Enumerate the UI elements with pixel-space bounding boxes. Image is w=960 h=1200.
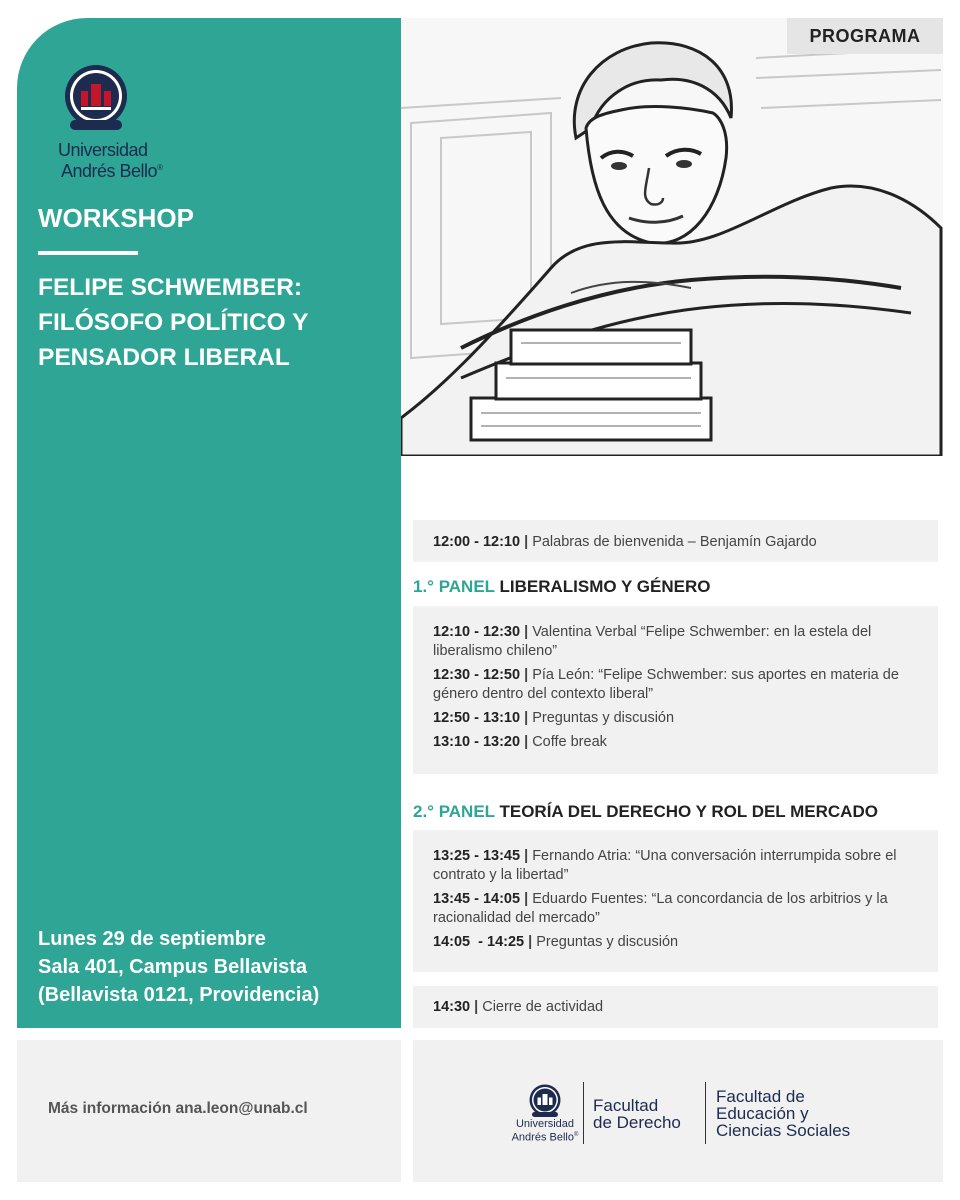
- panel-title: LIBERALISMO Y GÉNERO: [499, 577, 711, 596]
- schedule-row: 12:30 - 12:50 | Pía León: “Felipe Schwember: sus aportes en materia de género dentro del contexto liberal”: [433, 667, 899, 702]
- university-name-line2: Andrés Bello®: [61, 161, 163, 181]
- schedule-time: 13:25 - 13:45: [433, 848, 521, 864]
- faculty-educacion: [716, 1088, 850, 1139]
- schedule-text: Preguntas y discusión: [532, 710, 675, 726]
- panel2-heading: [413, 802, 878, 822]
- title-line: FILÓSOFO POLÍTICO Y: [38, 309, 309, 336]
- panel1-heading: [413, 577, 710, 597]
- event-room: Sala 401, Campus Bellavista: [38, 956, 308, 978]
- schedule-text: Coffe break: [532, 734, 607, 750]
- info-label: Más información: [48, 1100, 172, 1117]
- faculty-line: Educación y: [716, 1104, 809, 1123]
- panel2-box: [413, 830, 938, 972]
- schedule-text: Cierre de actividad: [482, 999, 604, 1015]
- schedule-time: 12:10 - 12:30: [433, 624, 521, 640]
- schedule-text: Fernando Atria: “Una conversación interrumpida sobre el contrato y la libertad”: [433, 848, 897, 883]
- schedule-text: Valentina Verbal “Felipe Schwember: en la estela del liberalismo chileno”: [433, 624, 872, 659]
- event-address: (Bellavista 0121, Providencia): [38, 984, 320, 1006]
- faculty-line: Facultad de: [716, 1087, 805, 1106]
- programa-label: PROGRAMA: [787, 18, 943, 54]
- closing-box: [413, 986, 938, 1028]
- schedule-time: 13:45 - 14:05: [433, 891, 521, 907]
- university-crest-icon: [62, 62, 130, 134]
- event-date: Lunes 29 de septiembre: [38, 928, 266, 950]
- portrait-sketch-illustration: [401, 18, 943, 456]
- university-crest-icon: [527, 1083, 563, 1119]
- footer-university-line2: Andrés Bello®: [511, 1131, 579, 1144]
- university-logo: [58, 62, 172, 181]
- title-line: FELIPE SCHWEMBER:: [38, 274, 303, 301]
- schedule-row: 12:00 - 12:10 | Palabras de bienvenida – Benjamín Gajardo: [433, 534, 817, 550]
- footer-divider: [583, 1082, 584, 1144]
- title-line: PENSADOR LIBERAL: [38, 344, 290, 371]
- welcome-box: [413, 520, 938, 562]
- schedule-row: 13:45 - 14:05 | Eduardo Fuentes: “La concordancia de los arbitrios y la racionalidad del mercado”: [433, 891, 888, 926]
- panel1-box: [413, 606, 938, 774]
- schedule-text: Pía León: “Felipe Schwember: sus aportes en materia de género dentro del contexto liberal”: [433, 667, 899, 702]
- registered-mark: ®: [573, 1132, 579, 1138]
- schedule-time: 13:10 - 13:20: [433, 734, 521, 750]
- event-title: [38, 270, 393, 375]
- faculty-footer: [413, 1040, 943, 1182]
- contact-email[interactable]: ana.leon@unab.cl: [175, 1100, 308, 1117]
- panel-number: 1.° PANEL: [413, 577, 495, 596]
- panel-title: TEORÍA DEL DERECHO Y ROL DEL MERCADO: [499, 802, 878, 821]
- schedule-time: 12:50 - 13:10: [433, 710, 521, 726]
- contact-info: [48, 1100, 308, 1118]
- speaker-portrait: [401, 18, 943, 456]
- contact-footer: [17, 1040, 401, 1182]
- footer-university-logo: [505, 1083, 585, 1144]
- faculty-line: Facultad: [593, 1096, 659, 1115]
- schedule-text: Palabras de bienvenida – Benjamín Gajardo: [532, 534, 817, 550]
- schedule-text: Preguntas y discusión: [536, 934, 679, 950]
- hero-panel: [17, 18, 401, 1028]
- schedule-row: 14:30 | Cierre de actividad: [433, 999, 604, 1015]
- event-details: [38, 925, 398, 1009]
- schedule-time: 12:00 - 12:10: [433, 534, 521, 550]
- schedule-row: 13:25 - 13:45 | Fernando Atria: “Una conversación interrumpida sobre el contrato y la libertad”: [433, 848, 897, 883]
- schedule-time: 12:30 - 12:50: [433, 667, 521, 683]
- schedule-time: 14:30: [433, 999, 471, 1015]
- footer-divider: [705, 1082, 706, 1144]
- footer-university-line1: Universidad: [515, 1118, 575, 1130]
- university-name-line1: Universidad: [58, 140, 148, 160]
- registered-mark: ®: [157, 163, 163, 172]
- schedule-row: 12:50 - 13:10 | Preguntas y discusión: [433, 710, 675, 726]
- faculty-derecho: [593, 1097, 681, 1131]
- schedule-row: 12:10 - 12:30 | Valentina Verbal “Felipe Schwember: en la estela del liberalismo chileno”: [433, 624, 872, 659]
- faculty-line: de Derecho: [593, 1113, 681, 1132]
- panel-number: 2.° PANEL: [413, 802, 495, 821]
- event-type: WORKSHOP: [38, 203, 194, 233]
- schedule-row: 14:05 - 14:25 | Preguntas y discusión: [433, 934, 679, 950]
- faculty-line: Ciencias Sociales: [716, 1121, 851, 1140]
- schedule-time: 14:05 - 14:25: [433, 934, 525, 950]
- kicker-divider: [38, 251, 138, 255]
- schedule-row: 13:10 - 13:20 | Coffe break: [433, 734, 607, 750]
- schedule-text: Eduardo Fuentes: “La concordancia de los arbitrios y la racionalidad del mercado”: [433, 891, 888, 926]
